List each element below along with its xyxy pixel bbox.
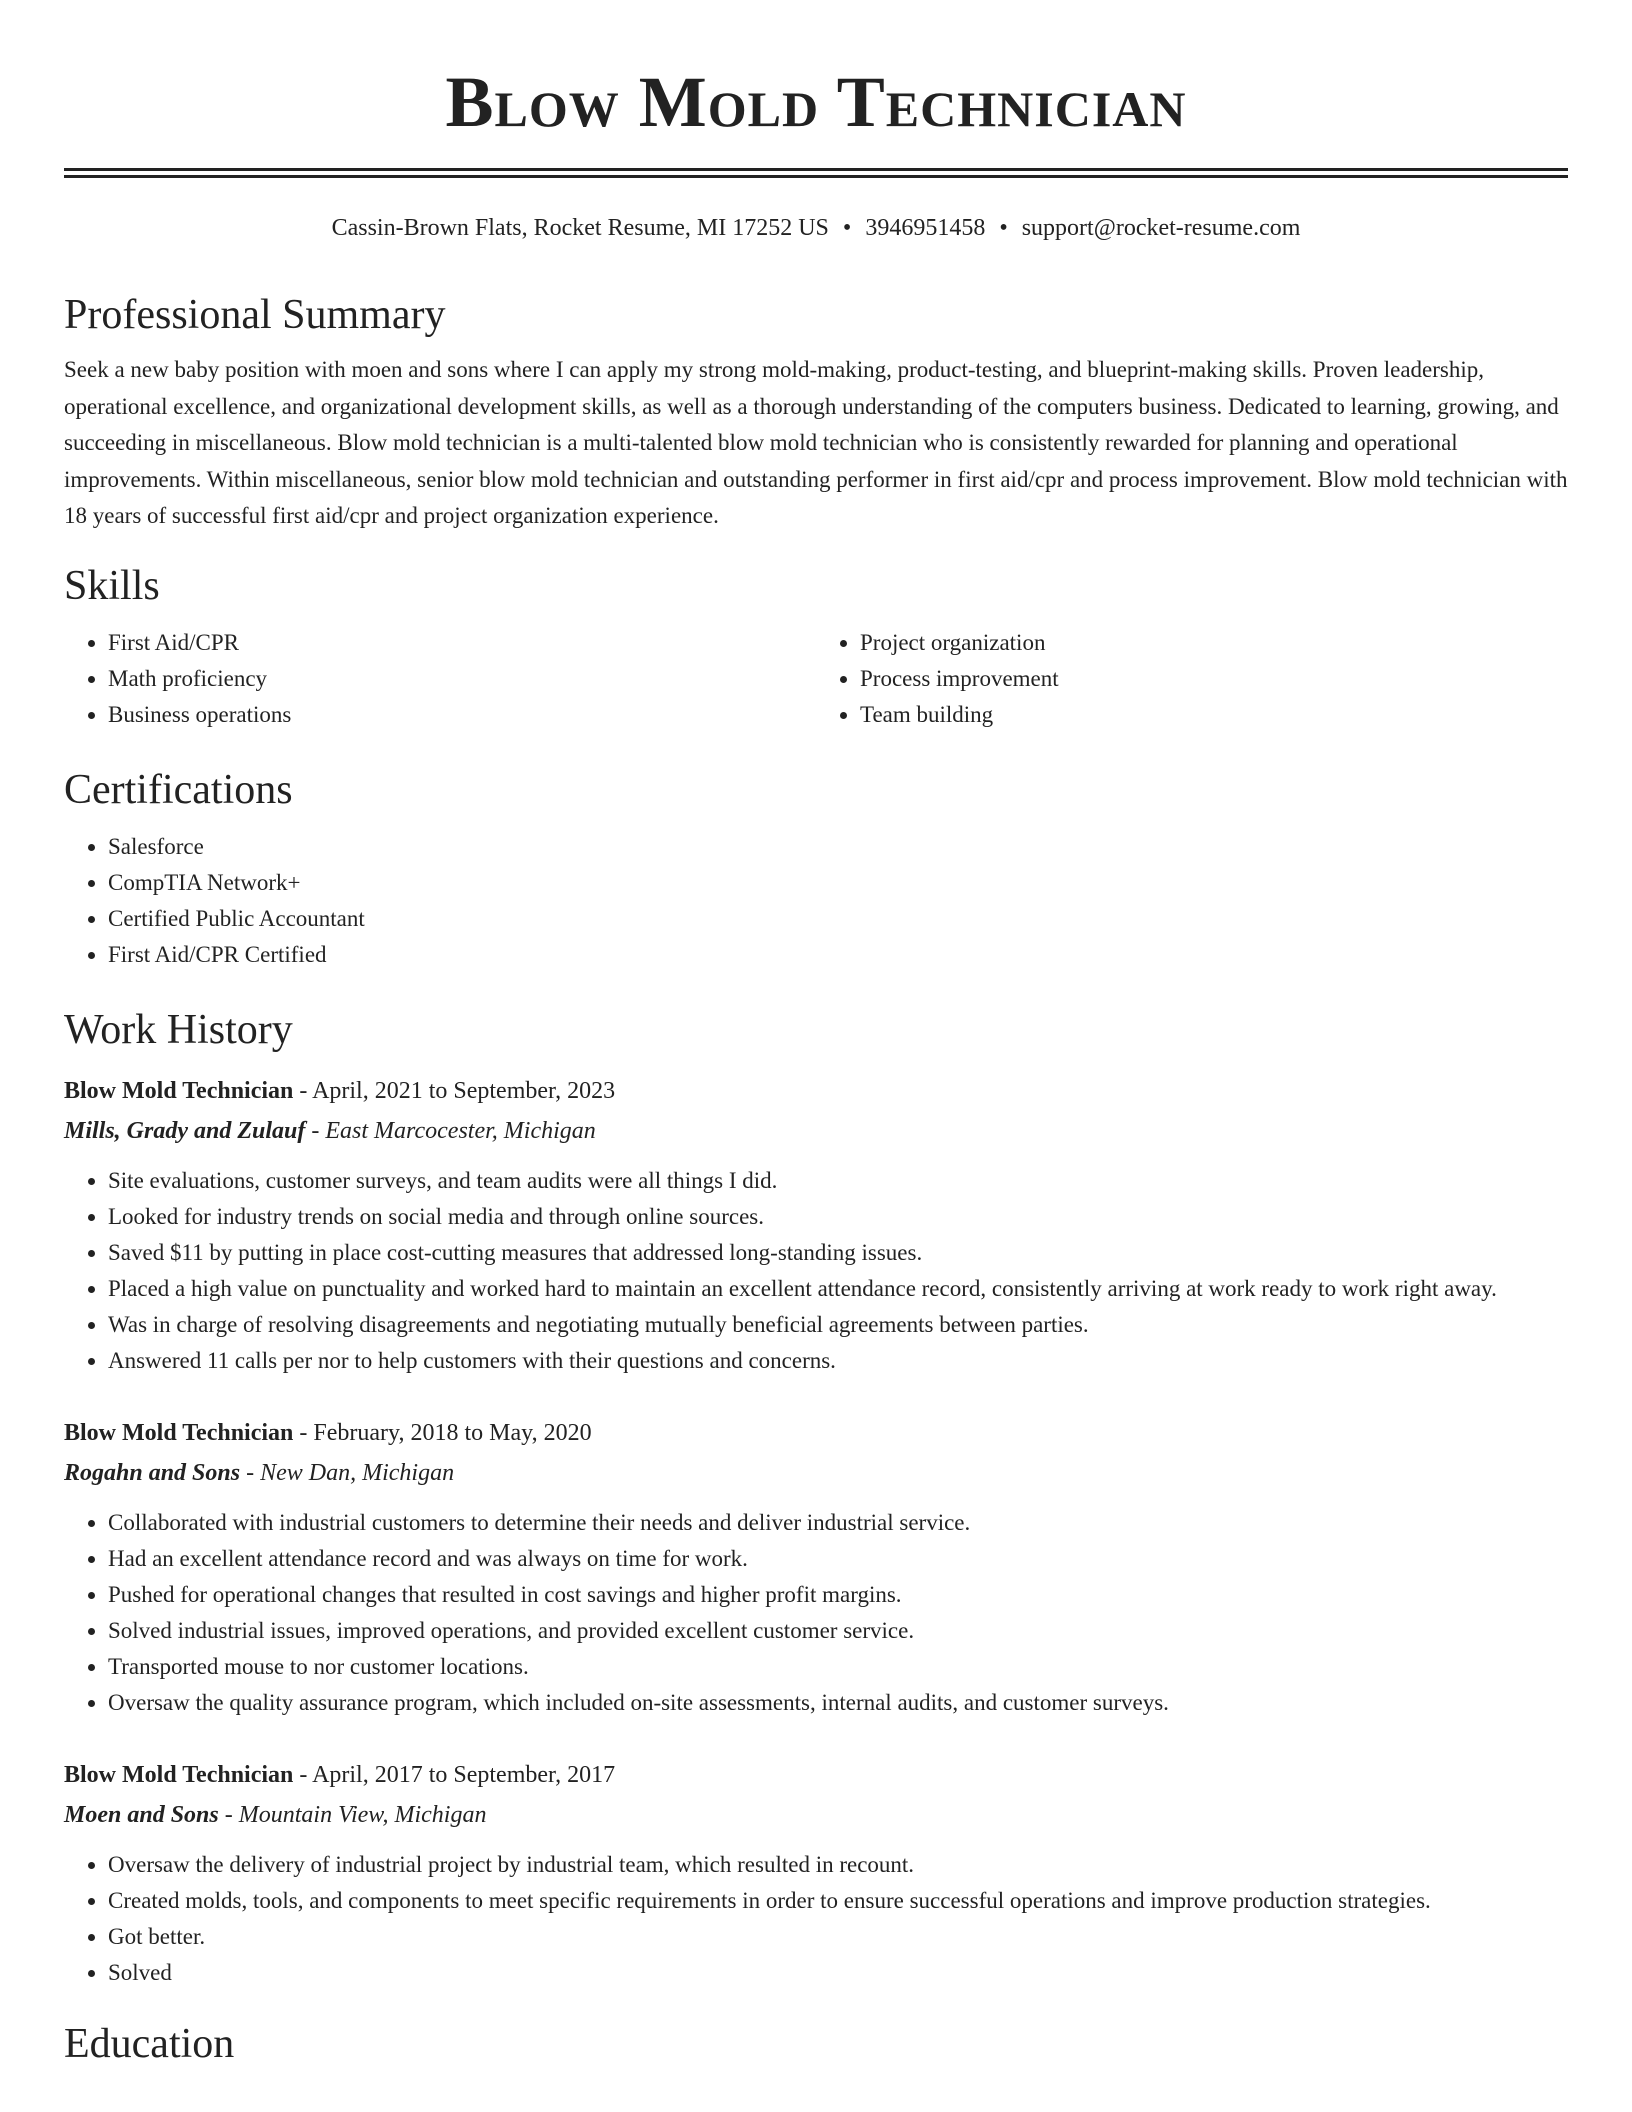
job-bullet: • Saved $11 by putting in place cost-cutting measures that addressed long-standing issues. — [108, 1235, 1568, 1271]
job-bullets — [64, 1505, 1568, 1721]
job-entry — [64, 1755, 1568, 1991]
job-header: Blow Mold Technician - April, 2017 to September, 2017 — [64, 1761, 616, 1788]
contact-line — [64, 212, 1568, 244]
job-location: Mountain View, Michigan — [238, 1801, 487, 1828]
job-bullet: • Collaborated with industrial customers to determine their needs and deliver industrial service. — [108, 1505, 1568, 1541]
job-dates: February, 2018 to May, 2020 — [313, 1419, 592, 1446]
work-history-heading: Work History — [64, 1006, 293, 1053]
certification-item: • Salesforce — [108, 829, 1568, 865]
summary-heading: Professional Summary — [64, 292, 446, 338]
job-bullet: • Looked for industry trends on social media and through online sources. — [108, 1199, 1568, 1235]
resume-title: Blow Mold Technician — [445, 62, 1187, 142]
education-heading: Education — [64, 2020, 235, 2067]
skills-column-left — [64, 625, 816, 733]
contact-email: support@rocket-resume.com — [1021, 215, 1301, 241]
job-bullet: • Solved industrial issues, improved operations, and provided excellent customer service. — [108, 1613, 1568, 1649]
job-dates: April, 2017 to September, 2017 — [312, 1761, 616, 1788]
certification-item: • First Aid/CPR Certified — [108, 937, 1568, 973]
job-bullet: • Had an excellent attendance record and was always on time for work. — [108, 1541, 1568, 1577]
skill-item: • Team building — [860, 697, 1568, 733]
job-bullet: • Oversaw the delivery of industrial project by industrial team, which resulted in recount. — [108, 1847, 1568, 1883]
skills-column-right — [816, 625, 1568, 733]
skill-item: • Math proficiency — [108, 661, 816, 697]
job-bullet: • Was in charge of resolving disagreements and negotiating mutually beneficial agreements between parties. — [108, 1307, 1568, 1343]
job-bullet: • Site evaluations, customer surveys, and team audits were all things I did. — [108, 1163, 1568, 1199]
job-location: East Marcocester, Michigan — [325, 1117, 596, 1144]
skills-list — [64, 625, 1568, 733]
job-header: Blow Mold Technician - April, 2021 to September, 2023 — [64, 1077, 616, 1104]
certification-item: • Certified Public Accountant — [108, 901, 1568, 937]
contact-address: Cassin-Brown Flats, Rocket Resume, MI 17252 US — [331, 215, 829, 241]
certifications-heading: Certifications — [64, 766, 293, 813]
skill-item: • Business operations — [108, 697, 816, 733]
job-bullet: • Transported mouse to nor customer locations. — [108, 1649, 1568, 1685]
job-employer: Moen and Sons - Mountain View, Michigan — [64, 1801, 487, 1828]
job-bullets — [64, 1847, 1568, 1991]
job-employer: Mills, Grady and Zulauf - East Marcocester, Michigan — [64, 1117, 596, 1144]
job-location: New Dan, Michigan — [260, 1459, 455, 1486]
job-dates: April, 2021 to September, 2023 — [312, 1077, 616, 1104]
skills-heading: Skills — [64, 562, 160, 609]
job-bullet: • Answered 11 calls per nor to help customers with their questions and concerns. — [108, 1343, 1568, 1379]
job-bullet: • Oversaw the quality assurance program, which included on-site assessments, internal audits, and customer surveys. — [108, 1685, 1568, 1721]
summary-text: Seek a new baby position with moen and sons where I can apply my strong mold-making, product-testing, and blueprint-making skills. Proven leadership, operational excellence, and organizational development skills, as well as a thorough understanding of the computers business. Dedicated to learning, growing, and succeeding in miscellaneous. Blow mold technician is a multi-talented blow mold technician who is consistently rewarded for planning and operational improvements. Within miscellaneous, senior blow mold technician and outstanding performer in first aid/cpr and process improvement. Blow mold technician with 18 years of successful first aid/cpr and project organization experience. — [64, 357, 1568, 528]
certifications-list — [64, 829, 1568, 973]
job-entry — [64, 1413, 1568, 1721]
job-title: Blow Mold Technician — [64, 1077, 294, 1104]
contact-phone: 3946951458 — [865, 215, 986, 241]
job-bullets — [64, 1163, 1568, 1379]
job-bullet: • Pushed for operational changes that resulted in cost savings and higher profit margins. — [108, 1577, 1568, 1613]
job-header: Blow Mold Technician - February, 2018 to May, 2020 — [64, 1419, 592, 1446]
contact-separator: • — [999, 215, 1008, 241]
skill-item: • Process improvement — [860, 661, 1568, 697]
job-employer: Rogahn and Sons - New Dan, Michigan — [64, 1459, 455, 1486]
job-bullet: • Got better. — [108, 1919, 1568, 1955]
contact-separator: • — [842, 215, 852, 241]
job-bullet: • Solved — [108, 1955, 1568, 1991]
job-title: Blow Mold Technician — [64, 1419, 294, 1446]
job-company: Mills, Grady and Zulauf — [64, 1117, 306, 1144]
skill-item: • First Aid/CPR — [108, 625, 816, 661]
job-entry — [64, 1071, 1568, 1379]
title-divider — [64, 168, 1568, 178]
job-company: Moen and Sons — [64, 1801, 219, 1828]
skill-item: • Project organization — [860, 625, 1568, 661]
certification-item: • CompTIA Network+ — [108, 865, 1568, 901]
job-bullet: • Created molds, tools, and components to meet specific requirements in order to ensure successful operations and improve production strategies. — [108, 1883, 1568, 1919]
job-title: Blow Mold Technician — [64, 1761, 294, 1788]
job-company: Rogahn and Sons — [64, 1459, 241, 1486]
job-bullet: • Placed a high value on punctuality and worked hard to maintain an excellent attendance record, consistently arriving at work ready to work right away. — [108, 1271, 1568, 1307]
